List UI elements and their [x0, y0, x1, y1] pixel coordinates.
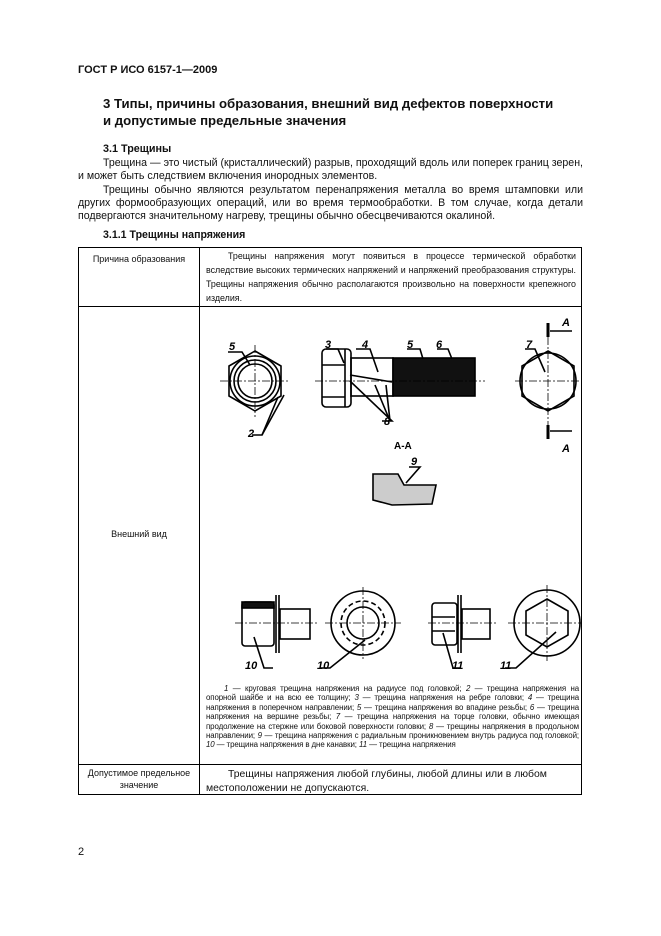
- legend-item: 3 — трещина напряжения на ребре головки;: [354, 693, 528, 703]
- standard-header: ГОСТ Р ИСО 6157-1—2009: [78, 64, 218, 76]
- section-title: A-A: [394, 441, 412, 452]
- hex-head-top-view: [220, 345, 290, 435]
- label-section-a-top: A: [562, 317, 570, 329]
- flange-bolt-hex-side: [428, 595, 498, 668]
- table-row-divider: [78, 764, 582, 765]
- bolt-side-view: [315, 349, 485, 421]
- legend-item: 1 — круговая трещина напряжения на радиусе под головкой;: [224, 684, 466, 693]
- label-11b: 11: [500, 660, 512, 672]
- row-label-appearance: Внешний вид: [111, 529, 167, 539]
- page-number: 2: [78, 846, 85, 858]
- legend-item: 4 — трещина напряжения в поперечном направлении;: [206, 693, 580, 712]
- paragraph-1: [78, 157, 583, 183]
- section-title-line2: и допустимые предельные значения: [103, 113, 347, 128]
- label-7: 7: [526, 339, 533, 351]
- paragraph-1-text: Трещина — это чистый (кристаллический) разрыв, проходящий вдоль или поперек границ зерен, и может быть следствием включения инородных элементов.: [78, 157, 583, 183]
- label-3: 3: [325, 339, 332, 351]
- legend-item: 10 — трещина напряжения в дне канавки;: [206, 740, 359, 750]
- label-2: 2: [248, 428, 255, 440]
- legend-item: 2 — трещина напряжения на опорной шайбе и на всю ее толщину;: [206, 684, 579, 703]
- label-10a: 10: [245, 660, 258, 672]
- subsection-title: 3.1 Трещины: [103, 143, 172, 155]
- legend-item: 7 — трещина напряжения на торце головки, обычно имеющая продолжение на стержне или боковой поверхности головки;: [206, 712, 580, 731]
- row-text-limit: Трещины напряжения любой глубины, любой длины или в любом местоположении не допускаются.: [206, 769, 547, 794]
- legend-item: 8 — трещины напряжения в продольном направлении;: [206, 721, 579, 741]
- legend-item: 11 — трещина напряжения: [359, 740, 456, 750]
- label-5b: 5: [407, 339, 414, 351]
- hex-head-end-view: [515, 323, 581, 439]
- label-4: 4: [362, 339, 369, 351]
- label-8: 8: [384, 416, 391, 428]
- row-label-cause: Причина образования: [92, 254, 186, 264]
- flange-bolt-hex-end: [505, 585, 581, 668]
- figure-legend: [206, 684, 579, 750]
- section-aa-hatched: [373, 467, 436, 505]
- label-section-a-bottom: A: [562, 443, 570, 455]
- legend-item: 6 — трещина напряжения на вершине резьбы;: [206, 702, 579, 722]
- paragraph-2-text: Трещины обычно являются результатом перенапряжения металла во время штамповки или других формообразующих операций, или во время термообработки. В том случае, когда детали подвергаются значительному нагреву, трещины обычно обесцвечиваются окалиной.: [78, 184, 583, 223]
- section-title: [103, 95, 583, 129]
- flange-bolt-serrated-end: [320, 587, 401, 668]
- row-text-cause: Трещины напряжения могут появиться в процессе термической обработки вследствие высоких термических напряжений и напряжений преобразования структуры. Трещины напряжения обычно располагаются произвольно на поверхности крепежного изделия.: [206, 251, 576, 303]
- paragraph-2: [78, 184, 583, 224]
- label-9: 9: [411, 456, 418, 468]
- row-label-limit: Допустимое предельное значение: [87, 768, 191, 790]
- label-11a: 11: [452, 660, 464, 672]
- subsubsection-title: 3.1.1 Трещины напряжения: [103, 229, 246, 241]
- label-10b: 10: [317, 660, 330, 672]
- label-5a: 5: [229, 341, 236, 353]
- section-title-line1: 3 Типы, причины образования, внешний вид дефектов поверхности: [103, 96, 554, 111]
- legend-item: 9 — трещина напряжения с радиальным проникновением внутрь радиуса под головкой;: [257, 731, 579, 741]
- label-6: 6: [436, 339, 443, 351]
- legend-item: 5 — трещина напряжения во впадине резьбы;: [356, 702, 530, 712]
- crack-figure: [200, 307, 581, 683]
- flange-bolt-serrated-side: [235, 595, 317, 668]
